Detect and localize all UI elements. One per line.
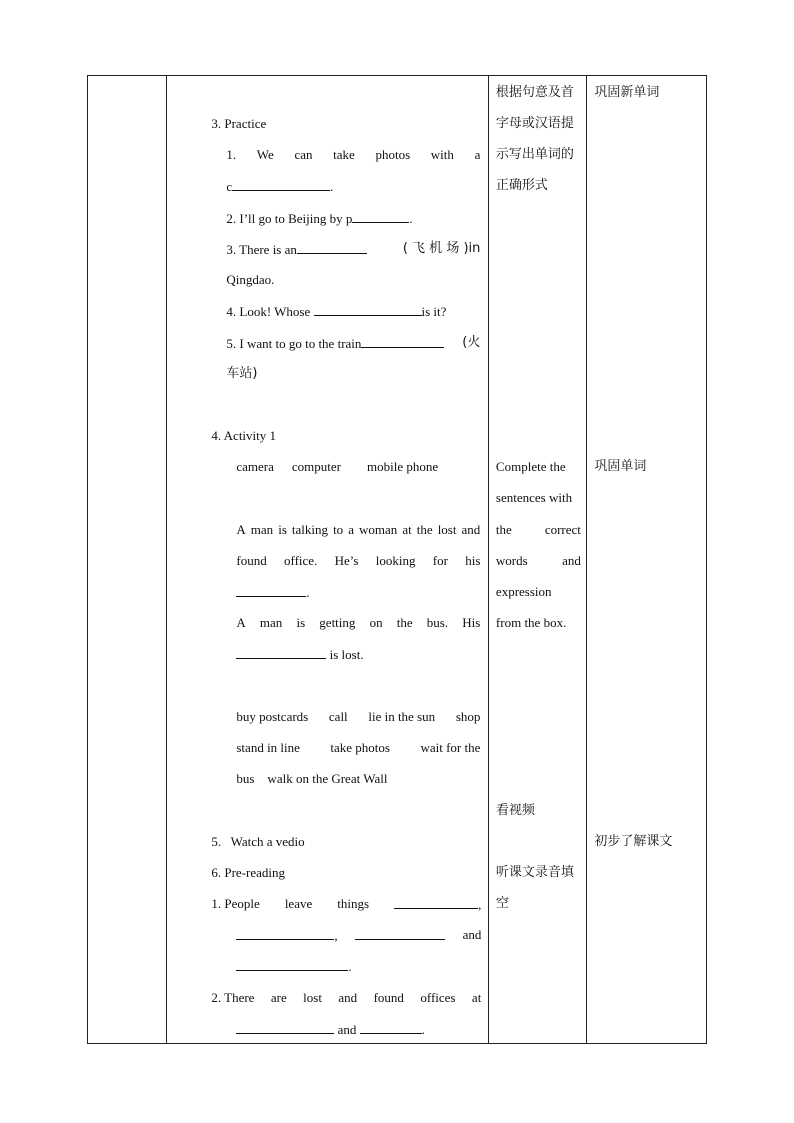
- method-activity-2: sentences with: [495, 490, 573, 505]
- empty-left-cell: [88, 76, 167, 1044]
- practice-q1-cont: c .: [226, 179, 334, 194]
- method-activity-3: the correct: [495, 522, 581, 537]
- word-box-2-line-1: buy postcards call lie in the sun shop: [236, 709, 481, 724]
- method-activity-5: expression: [495, 584, 552, 599]
- prereading-heading: 6. Pre-reading: [211, 865, 286, 880]
- activity-heading: 4. Activity 1: [211, 428, 277, 443]
- method-cell: [488, 76, 586, 1044]
- answer-blank[interactable]: [236, 646, 326, 659]
- answer-blank[interactable]: [236, 1021, 334, 1034]
- sentence-2-line-1: A man is getting on the bus. His: [236, 615, 481, 630]
- word-box-2-line-3: bus walk on the Great Wall: [236, 771, 388, 786]
- practice-q3: 3. There is an ( 飞 机 场 )in: [226, 241, 481, 257]
- method-listen-2: 空: [495, 896, 509, 911]
- method-activity-6: from the box.: [495, 615, 567, 630]
- answer-blank[interactable]: [361, 335, 444, 348]
- prereading-q1-line-3: .: [236, 958, 351, 975]
- answer-blank[interactable]: [236, 958, 348, 971]
- answer-blank[interactable]: [314, 303, 422, 316]
- answer-blank[interactable]: [232, 178, 330, 191]
- method-video: 看视频: [495, 803, 535, 818]
- answer-blank[interactable]: [394, 896, 478, 909]
- prereading-q1-line-1: 1. People leave things ,: [211, 896, 482, 912]
- prereading-q2-line-2: and .: [236, 1021, 425, 1038]
- watch-heading: 5. Watch a vedio: [211, 834, 305, 849]
- method-listen-1: 听课文录音填: [495, 865, 574, 880]
- practice-q5-cont: 车站): [226, 366, 258, 381]
- lesson-table: [87, 75, 707, 1044]
- purpose-cell: [587, 76, 707, 1044]
- purpose-practice: 巩固新单词: [594, 85, 660, 100]
- answer-blank[interactable]: [352, 210, 409, 223]
- method-activity-1: Complete the: [495, 459, 566, 474]
- word-box-1: camera computer mobile phone: [236, 459, 439, 474]
- method-practice-4: 正确形式: [495, 178, 548, 193]
- practice-q1-line: 1. We can take photos with a: [226, 147, 481, 162]
- method-practice-3: 示写出单词的: [495, 147, 574, 162]
- answer-blank[interactable]: [360, 1021, 422, 1034]
- answer-blank[interactable]: [297, 241, 367, 254]
- practice-q4: 4. Look! Whose is it?: [226, 304, 447, 319]
- sentence-1-line-2: found office. He’s looking for his: [236, 553, 481, 568]
- practice-q2: 2. I’ll go to Beijing by p .: [226, 211, 413, 226]
- sentence-1-line-1: A man is talking to a woman at the lost and: [236, 522, 481, 537]
- sentence-2-blank: is lost.: [236, 646, 363, 663]
- method-practice-1: 根据句意及首: [495, 85, 574, 100]
- answer-blank[interactable]: [355, 927, 445, 940]
- practice-q3-cont: Qingdao.: [226, 272, 275, 287]
- purpose-video: 初步了解课文: [594, 834, 673, 849]
- answer-blank[interactable]: [236, 927, 334, 940]
- prereading-q2-line-1: 2. There are lost and found offices at: [211, 990, 482, 1005]
- practice-q5: 5. I want to go to the train (火: [226, 335, 481, 351]
- word-box-2-line-2: stand in line take photos wait for the: [236, 740, 481, 755]
- method-activity-4: words and: [495, 553, 581, 568]
- method-practice-2: 字母或汉语提: [495, 116, 574, 131]
- practice-heading: 3. Practice: [211, 116, 267, 131]
- teaching-content-cell: [167, 76, 489, 1044]
- prereading-q1-line-2: , and: [236, 927, 481, 944]
- answer-blank[interactable]: [236, 584, 306, 597]
- purpose-activity: 巩固单词: [594, 459, 647, 474]
- sentence-1-blank: .: [236, 584, 309, 601]
